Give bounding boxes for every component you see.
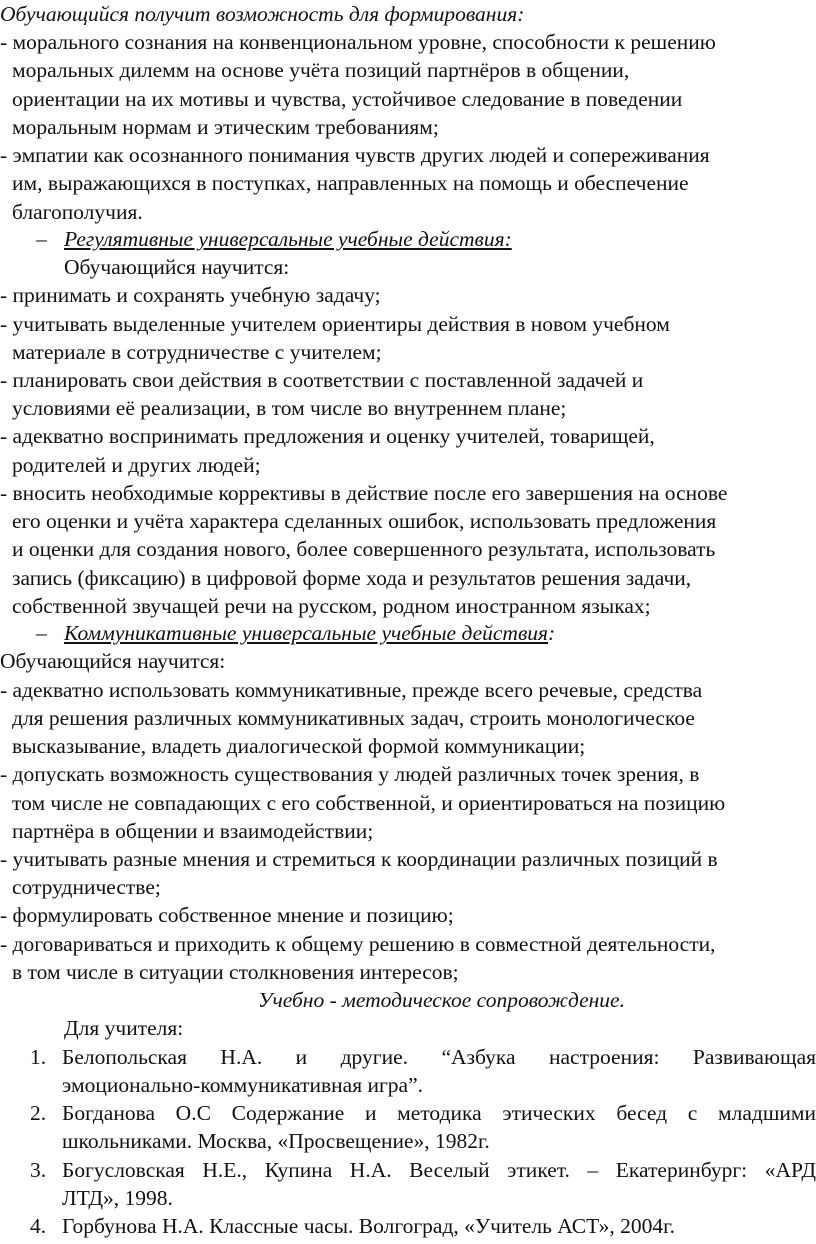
section-dash: – [36,621,47,645]
ref-item-1-line-2: эмоционально-коммуникативная игра”. [62,1073,424,1097]
text-line: - вносить необходимые коррективы в действие после его завершения на основе [0,481,728,505]
text-line: благополучия. [12,200,143,224]
text-line: высказывание, владеть диалогической формой коммуникации; [12,734,586,758]
text-line: - принимать и сохранять учебную задачу; [0,283,381,307]
text-line: - адекватно воспринимать предложения и оценку учителей, товарищей, [0,424,655,448]
text-line: его оценки и учёта характера сделанных ошибок, использовать предложения [12,509,717,533]
text-line: - формулировать собственное мнение и позицию; [0,903,454,927]
text-line: в том числе в ситуации столкновения интересов; [12,960,459,984]
text-line: Обучающийся научится: [64,255,290,279]
ref-number: 3. [30,1158,47,1182]
text-line: - эмпатии как осознанного понимания чувств других людей и сопереживания [0,143,710,167]
intro-heading: Обучающийся получит возможность для формирования: [0,2,525,26]
for-teacher-label: Для учителя: [64,1016,184,1040]
text-line: и оценки для создания нового, более совершенного результата, использовать [12,537,716,561]
ref-item-1-line-1: Белопольская Н.А. и другие. “Азбука настроения: Развивающая [62,1045,816,1069]
text-line: - допускать возможность существования у людей различных точек зрения, в [0,762,700,786]
section-heading-regulative: Регулятивные универсальные учебные действия: [64,227,512,251]
text-line: для решения различных коммуникативных задач, строить монологическое [12,706,695,730]
text-line: - учитывать разные мнения и стремиться к координации различных позиций в [0,847,718,871]
text-line: ориентации на их мотивы и чувства, устойчивое следование в поведении [12,87,683,111]
ref-number: 2. [30,1101,47,1125]
text-line: Обучающийся научится: [0,649,226,673]
section-heading-colon: : [548,621,556,645]
text-line: условиями её реализации, в том числе во внутреннем плане; [12,396,567,420]
ref-item-2-line-1: Богданова О.С Содержание и методика этических бесед с младшими [62,1101,816,1125]
text-line: сотрудничестве; [12,875,161,899]
ref-item-2-line-2: школьниками. Москва, «Просвещение», 1982г. [62,1129,490,1153]
section-heading-communicative [64,619,555,647]
text-line: родителей и других людей; [12,453,261,477]
ref-number: 4. [30,1214,47,1238]
text-line: запись (фиксацию) в цифровой форме хода и результатов решения задачи, [12,566,692,590]
ref-item-3-line-1: Богусловская Н.Е., Купина Н.А. Веселый этикет. – Екатеринбург: «АРД [62,1158,816,1182]
ref-item-3-line-2: ЛТД», 1998. [62,1186,173,1210]
ref-item-4-line-1: Горбунова Н.А. Классные часы. Волгоград, «Учитель АСТ», 2004г. [62,1214,675,1238]
text-line: партнёра в общении и взаимодействии; [12,819,374,843]
text-line: - договариваться и приходить к общему решению в совместной деятельности, [0,932,716,956]
text-line: - адекватно использовать коммуникативные, прежде всего речевые, средства [0,678,703,702]
text-line: собственной звучащей речи на русском, родном иностранном языках; [12,594,651,618]
text-line: том числе не совпадающих с его собственной, и ориентироваться на позицию [12,791,726,815]
text-line: материале в сотрудничестве с учителем; [12,340,382,364]
text-line: - планировать свои действия в соответствии с поставленной задачей и [0,368,644,392]
support-heading: Учебно - методическое сопровождение. [258,988,625,1012]
text-line: им, выражающихся в поступках, направленных на помощь и обеспечение [12,171,689,195]
section-heading-communicative-text: Коммуникативные универсальные учебные действия [64,621,549,645]
ref-number: 1. [30,1045,47,1069]
text-line: - морального сознания на конвенциональном уровне, способности к решению [0,30,716,54]
section-dash: – [36,227,47,251]
text-line: - учитывать выделенные учителем ориентиры действия в новом учебном [0,312,670,336]
text-line: моральным нормам и этическим требованиям; [12,115,439,139]
text-line: моральных дилемм на основе учёта позиций партнёров в общении, [12,58,630,82]
